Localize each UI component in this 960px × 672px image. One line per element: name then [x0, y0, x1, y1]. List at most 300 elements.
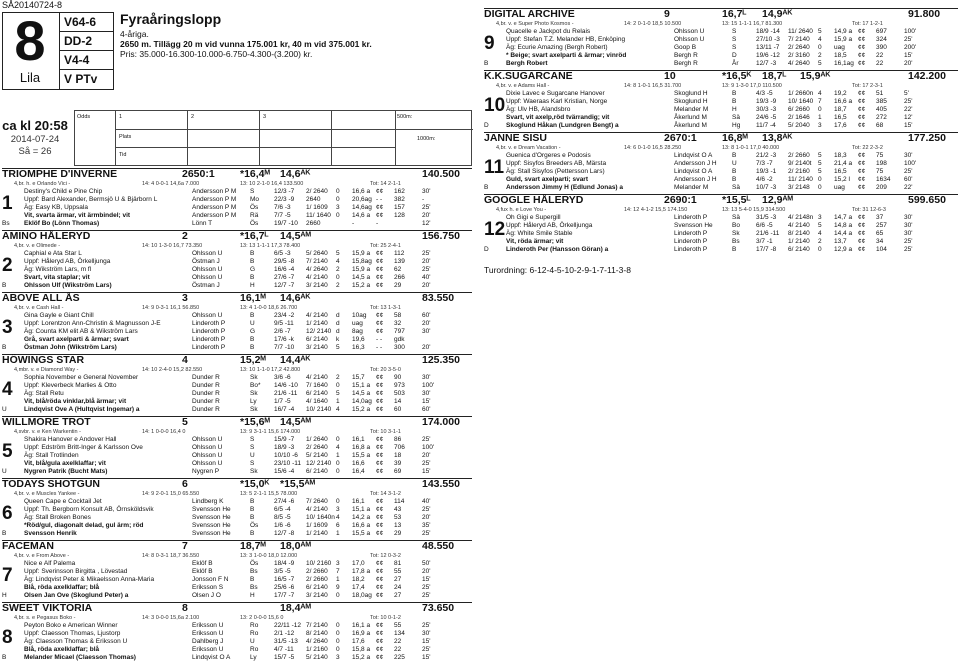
year-2013-stats: 13: 10 1-1-0 17,2 42.800 — [240, 367, 301, 374]
start-c6: 1 — [336, 576, 340, 584]
start-c5: 1/ 2140 — [306, 530, 328, 538]
start-c5: 4/ 2140 — [306, 312, 328, 320]
start-row — [484, 122, 958, 130]
start-c8: - - — [376, 344, 383, 352]
start-c1: Äg: Stall Retu — [24, 390, 64, 398]
start-c8: ¢¢ — [376, 460, 384, 468]
start-c10: 20' — [422, 514, 431, 522]
start-c5: 5/ 2140 — [306, 452, 328, 460]
start-c8: ¢¢ — [376, 444, 384, 452]
start-c2: Dahlberg J — [192, 638, 224, 646]
start-c8: ¢¢ — [376, 436, 384, 444]
start-c2: Ohlsson U — [674, 28, 705, 36]
start-rows — [484, 152, 958, 192]
start-c6: k — [336, 336, 340, 344]
record-time: *15,0ᴷ — [240, 478, 270, 491]
start-c8: ¢¢ — [376, 568, 384, 576]
start-c3: U — [250, 320, 255, 328]
start-c8: ¢¢ — [376, 282, 384, 290]
year-2014-stats: 14: 1 0-0-0 16,4 0 — [142, 429, 186, 436]
start-c10: 22' — [904, 106, 913, 114]
start-c5: 1/ 2140 — [788, 238, 810, 246]
start-c2: Bergh R — [674, 52, 698, 60]
start-c1: Vit, röda ärmar; vit — [506, 238, 564, 246]
start-c3: Ös — [250, 560, 259, 568]
start-c9: 81 — [394, 560, 402, 568]
start-c7: 15,8 a — [352, 646, 371, 654]
start-c1: Peyton Boko e American Winner — [24, 622, 118, 630]
record-time-auto: 14,5ᴬᴹ — [280, 416, 311, 429]
start-c8: ¢¢ — [376, 374, 384, 382]
earnings: 143.550 — [422, 478, 460, 491]
start-row — [484, 60, 958, 68]
start-c10: 60' — [904, 176, 913, 184]
start-rows — [2, 560, 472, 600]
start-c6: 3 — [336, 560, 340, 568]
start-c6: 0 — [818, 184, 822, 192]
start-c6: d — [336, 312, 340, 320]
start-row — [484, 152, 958, 160]
start-c6: 4 — [818, 36, 822, 44]
start-c9: 706 — [394, 444, 405, 452]
start-c10: 12' — [422, 220, 431, 228]
start-c5: 11/ 2140 — [788, 176, 813, 184]
pedigree-line — [2, 242, 472, 250]
start-c9: 257 — [876, 222, 887, 230]
start-c8: ¢¢ — [858, 168, 866, 176]
start-details — [0, 134, 70, 158]
start-c10: 30' — [422, 630, 431, 638]
start-c7: 15,8ag — [352, 258, 372, 266]
start-c3: Sk — [250, 390, 258, 398]
start-c9: gdk — [394, 336, 405, 344]
start-c1: Äg: Claesson Thomas & Eriksson U — [24, 638, 128, 646]
start-c7: 17,6 — [834, 122, 847, 130]
start-c7: 13,7 — [834, 238, 847, 246]
start-c3: S — [732, 28, 737, 36]
start-rows — [2, 312, 472, 352]
start-c4: 19/3 -1 — [756, 168, 777, 176]
start-c5: 6/ 2140 — [788, 246, 810, 254]
start-c7: 18,2 — [352, 576, 365, 584]
start-c7: 16,5 — [834, 114, 847, 122]
result-box — [74, 110, 472, 166]
start-c3: Mo — [250, 196, 260, 204]
start-c4: 7/6 -3 — [274, 204, 291, 212]
start-c5: 6/ 2140 — [306, 468, 328, 476]
earnings: 48.550 — [422, 540, 455, 553]
start-c1: Eklöf Bo (Lönn Thomas) — [24, 220, 100, 228]
total-stats: Tot: 22 2-3-2 — [852, 145, 883, 152]
start-c4: 16/7 -4 — [274, 406, 295, 414]
pedigree: 4,br. v. e From Above - — [14, 553, 70, 560]
start-c3: G — [250, 266, 256, 274]
horse-name: ABOVE ALL ÅS — [2, 292, 80, 305]
start-c3: Ly — [250, 398, 257, 406]
start-c3: H — [250, 592, 255, 600]
start-c1: Östman John (Wikström Lars) — [24, 344, 117, 352]
start-c3: B — [250, 576, 255, 584]
start-row — [484, 246, 958, 254]
start-c4: 2/6 -7 — [274, 328, 291, 336]
start-c8: ¢¢ — [858, 222, 866, 230]
start-c6: 5 — [818, 168, 822, 176]
start-c1: Uppf: Waeraas Karl Kristian, Norge — [506, 98, 608, 106]
horse-header — [484, 71, 958, 82]
start-c6: 0 — [818, 246, 822, 254]
start-row — [2, 266, 472, 274]
start-c1: Äg: Ecurie Amazing (Bergh Robert) — [506, 44, 608, 52]
start-c7: 18,7 — [834, 106, 847, 114]
start-c8: ¢¢ — [858, 52, 866, 60]
start-rows — [484, 28, 958, 68]
start-c5: 1/ 2640 — [306, 436, 328, 444]
start-c8: ¢¢ — [858, 60, 866, 68]
year-2013-stats: 13: 5 2-1-1 15,5 78.000 — [240, 491, 298, 498]
start-c10: 50' — [422, 560, 431, 568]
start-c4: 18/9 -3 — [274, 444, 295, 452]
start-c10: - — [422, 196, 425, 204]
start-c7: 17,8 a — [352, 568, 371, 576]
record-distance: 6 — [182, 478, 188, 491]
start-c3: Rä — [250, 212, 259, 220]
start-c5: 5/ 2040 — [788, 122, 810, 130]
pedigree: 4,br. v. e Super Photo Kosmos - — [496, 21, 574, 28]
record-distance: 4 — [182, 354, 188, 367]
start-c3: Sä — [732, 184, 740, 192]
start-c5: 1/ 2660n — [788, 90, 814, 98]
start-c8: ¢¢ — [376, 188, 384, 196]
start-c9: 112 — [394, 250, 405, 258]
start-c2: Åkerlund M — [674, 122, 707, 130]
start-c9: 22 — [394, 646, 402, 654]
start-c3: Bs — [732, 238, 740, 246]
start-c10: 25' — [422, 460, 431, 468]
start-c6: 4 — [818, 230, 822, 238]
start-c10: 30' — [422, 328, 431, 336]
start-c10: 15' — [422, 654, 431, 662]
start-c3: D — [732, 52, 737, 60]
start-c5: 5/ 2140 — [306, 654, 328, 662]
earnings: 125.350 — [422, 354, 460, 367]
horse-header — [2, 355, 472, 366]
pedigree-line — [2, 304, 472, 312]
start-c5: 2/ 2660 — [788, 152, 810, 160]
record-time-auto: 14,4ᴬᴷ — [280, 354, 311, 367]
start-c8: ¢¢ — [376, 468, 384, 476]
place-3: 3 — [263, 114, 267, 120]
start-rows — [484, 214, 958, 254]
start-c0: B — [484, 184, 489, 192]
time-500m: 500m: — [397, 114, 413, 120]
start-c8: ¢¢ — [376, 560, 384, 568]
start-c6: 0 — [336, 274, 340, 282]
start-c3: Ös — [250, 220, 259, 228]
start-c5: 4/ 2140 — [306, 274, 328, 282]
record-time: *15,5ᴸ — [722, 194, 751, 207]
record-time-auto: 14,6ᴬᴷ — [280, 292, 311, 305]
start-c0: B — [2, 530, 7, 538]
start-c9: 39 — [394, 460, 402, 468]
record-distance: 10 — [664, 70, 676, 83]
start-c10: 25' — [422, 584, 431, 592]
start-c6: 2 — [336, 266, 340, 274]
start-c9: 75 — [876, 168, 884, 176]
start-row — [484, 90, 958, 98]
start-c6: 0 — [336, 460, 340, 468]
start-c1: Skoglund Håkan (Lundgren Bengt) a — [506, 122, 619, 130]
start-c3: B — [250, 336, 255, 344]
start-c9: 18 — [394, 452, 402, 460]
start-c3: Hg — [732, 122, 741, 130]
start-c7: 16,6 a — [352, 188, 371, 196]
start-c2: Dunder R — [192, 382, 220, 390]
start-row — [2, 560, 472, 568]
start-c1: Destiny's Child e Pine Chip — [24, 188, 103, 196]
start-c10: 25' — [422, 592, 431, 600]
start-c8: ¢¢ — [376, 258, 384, 266]
start-c7: 16,5 — [834, 168, 847, 176]
start-c4: 1/6 -6 — [274, 522, 291, 530]
total-stats: Tot: 10 0-1-2 — [370, 615, 401, 622]
start-c1: Olsen Jan Ove (Skoglund Peter) a — [24, 592, 129, 600]
start-c6: 1 — [336, 452, 340, 460]
start-number: 7 — [2, 565, 13, 587]
start-row — [2, 220, 472, 228]
start-c6: 0 — [336, 592, 340, 600]
start-row — [484, 52, 958, 60]
start-c6: d — [336, 328, 340, 336]
start-c10: 30' — [904, 230, 913, 238]
record-time-auto: 18,4ᴬᴹ — [280, 602, 311, 615]
start-c3: B — [250, 530, 255, 538]
pedigree-line — [484, 82, 958, 90]
pedigree: 4,br. v. e Adams Hall - — [496, 83, 550, 90]
start-c5: 10/ 1640n — [306, 514, 335, 522]
start-c0: B — [2, 654, 7, 662]
total-stats: Tot: 17 2-3-1 — [852, 83, 883, 90]
start-c2: Eklöf B — [192, 568, 213, 576]
pedigree: 4,mbr. v. e Diamond Way - — [14, 367, 79, 374]
start-c5: 4/ 2140 — [306, 506, 328, 514]
start-c10: 15' — [422, 638, 431, 646]
race-info-line: 4-åriga. — [120, 29, 149, 39]
total-stats: Tot: 25 2-4-1 — [370, 243, 401, 250]
start-c8: ¢¢ — [376, 266, 384, 274]
start-c1: Uppf: Håleryd AB, Örkelljunga — [506, 222, 593, 230]
start-c9: 90 — [394, 374, 402, 382]
start-c0: U — [2, 406, 7, 414]
start-c4: 18/9 -14 — [756, 28, 780, 36]
start-c10: 20' — [422, 320, 431, 328]
start-c9: 86 — [394, 436, 402, 444]
record-time: 18,7ᴹ — [240, 540, 266, 553]
bet-type: V64-6 — [60, 13, 113, 32]
start-c7: 14,4 a — [834, 230, 853, 238]
start-c9: 55 — [394, 568, 402, 576]
start-c3: B — [250, 274, 255, 282]
start-c9: 24 — [394, 584, 402, 592]
start-c2: Svensson He — [674, 222, 713, 230]
start-c7: 14,5 a — [352, 390, 371, 398]
start-c6: 0 — [336, 630, 340, 638]
start-c6: 0 — [336, 382, 340, 390]
start-c10: 30' — [422, 390, 431, 398]
total-stats: Tot: 20 3-5-0 — [370, 367, 401, 374]
record-time: 15,2ᴹ — [240, 354, 266, 367]
start-c3: B — [732, 90, 737, 98]
start-time: ca kl 20:58 — [2, 118, 68, 133]
earnings: 174.000 — [422, 416, 460, 429]
start-c0: B — [2, 344, 7, 352]
start-c8: ¢¢ — [858, 152, 866, 160]
start-c5: 7/ 2640 — [306, 498, 328, 506]
start-c9: 134 — [394, 630, 405, 638]
start-c7: 15,9 a — [352, 250, 371, 258]
race-date: 2014-07-24 — [10, 134, 60, 145]
start-c9: 51 — [876, 90, 884, 98]
start-c1: Vit, svarta ärmar, vit ärmbindel; vit — [24, 212, 131, 220]
record-time: *16,4ᴹ — [240, 168, 270, 181]
start-c6: 0 — [336, 622, 340, 630]
start-c4: 31/5 -13 — [274, 638, 298, 646]
start-c4: 12/3 -7 — [274, 188, 295, 196]
horse-header — [2, 541, 472, 552]
start-row — [2, 344, 472, 352]
start-c3: Bs — [250, 584, 258, 592]
start-c9: 27 — [394, 576, 402, 584]
horse-entry — [2, 230, 472, 290]
start-c7: 17,6 — [352, 638, 365, 646]
start-c4: 17/7 -7 — [274, 592, 295, 600]
year-2013-stats: 13: 8 1-0-1 17,0 40.000 — [722, 145, 780, 152]
start-c5: 2/ 1646 — [788, 114, 810, 122]
start-c3: År — [732, 60, 739, 68]
pedigree: 4,br. h. e Orlando Vici - — [14, 181, 71, 188]
start-c9: 13 — [394, 522, 402, 530]
start-c5: 10/ 2140 — [306, 406, 332, 414]
start-c4: 3/6 -6 — [274, 374, 291, 382]
start-c5: 2/ 2640 — [306, 444, 328, 452]
start-c5: 7/ 2140 — [306, 258, 328, 266]
start-c5: 6/ 2140 — [306, 390, 328, 398]
start-c8: ¢¢ — [858, 90, 866, 98]
start-c0: B — [484, 60, 489, 68]
start-c7: 15,9 a — [834, 36, 853, 44]
start-c6: 0 — [336, 196, 340, 204]
start-c2: Andersson P M — [192, 212, 237, 220]
start-c6: 2 — [818, 52, 822, 60]
start-c9: 266 — [394, 274, 405, 282]
start-c4: 15/6 -4 — [274, 468, 295, 476]
start-c6: 4 — [336, 258, 340, 266]
start-number: 9 — [484, 33, 495, 55]
start-c2: Dunder R — [192, 406, 220, 414]
start-c3: G — [250, 328, 256, 336]
start-c10: 15' — [904, 122, 913, 130]
start-rows — [484, 90, 958, 130]
start-c2: Linderoth P — [674, 214, 708, 222]
start-c1: Dixie Lavec e Sugarcane Hanover — [506, 90, 605, 98]
start-c7: 16,6 a — [352, 522, 371, 530]
start-c1: Blå, röda axelklaffar; blå — [24, 646, 100, 654]
start-row — [2, 374, 472, 382]
start-c10: 15' — [422, 576, 431, 584]
start-c3: S — [250, 460, 255, 468]
start-c3: B — [250, 250, 255, 258]
start-c2: Linderoth P — [674, 230, 708, 238]
start-c9: 14 — [394, 398, 402, 406]
start-c9: 22 — [394, 638, 402, 646]
start-c3: S — [250, 444, 255, 452]
tid-label: Tid — [119, 152, 127, 158]
start-c9: 797 — [394, 328, 405, 336]
earnings: 73.650 — [422, 602, 455, 615]
start-c5: 4/ 2140 — [788, 222, 810, 230]
start-c7: 16,1 — [352, 436, 365, 444]
start-c9: 75 — [876, 152, 884, 160]
start-c4: 7/7 -10 — [274, 344, 295, 352]
start-c7: 14,0ag — [352, 398, 372, 406]
start-rows — [2, 188, 472, 228]
record-distance: 5 — [182, 416, 188, 429]
start-c3: S — [732, 36, 737, 44]
start-c6: 1 — [336, 398, 340, 406]
start-c2: Ohlsson U — [192, 452, 223, 460]
start-row — [2, 188, 472, 196]
start-c6: 0 — [336, 212, 340, 220]
start-c9: 55 — [394, 622, 402, 630]
pedigree-line — [2, 428, 472, 436]
start-rows — [2, 436, 472, 476]
start-c5: 11/ 1640 — [306, 212, 331, 220]
start-c6: 5 — [818, 222, 822, 230]
start-c5: 2/ 2660 — [306, 568, 328, 576]
start-c8: ¢¢ — [376, 320, 384, 328]
start-c1: Nice e Alf Palema — [24, 560, 76, 568]
start-c7: 14,6 a — [352, 212, 371, 220]
horse-name: HÖWINGS STAR — [2, 354, 85, 367]
start-c1: Vit, blå/röda vinklar,blå ärmar; vit — [24, 398, 127, 406]
start-c8: ¢¢ — [376, 592, 384, 600]
start-c10: 25' — [422, 530, 431, 538]
start-c10: 35' — [422, 522, 431, 530]
start-c7: 17,4 — [352, 584, 365, 592]
start-c4: 16/6 -4 — [274, 266, 295, 274]
start-c3: B — [732, 246, 737, 254]
start-c5: 7/ 1640 — [306, 382, 328, 390]
start-c1: Uppf: Bard Alexander, Bermsjö U & Bjärborn L — [24, 196, 158, 204]
start-c7: uag — [834, 184, 845, 192]
start-c4: 17/7 -8 — [756, 246, 777, 254]
horse-entry — [484, 194, 958, 254]
race-info-line: Pris: 35.000-16.300-10.000-6.750-4.300-(3.200) kr. — [120, 49, 313, 59]
record-time-auto: 13,8ᴬᴷ — [762, 132, 793, 145]
start-c0: D — [484, 122, 489, 130]
start-row — [2, 204, 472, 212]
start-c1: Uppf: Claesson Thomas, Ljustorp — [24, 630, 121, 638]
start-c7: 18,3 — [834, 152, 847, 160]
document-id: SÅ20140724-8 — [2, 0, 63, 10]
start-c6: d — [336, 320, 340, 328]
start-c10: 25' — [904, 238, 913, 246]
start-c2: Ohlsson U — [192, 312, 223, 320]
start-c6: 0 — [818, 44, 822, 52]
start-c2: Skoglund H — [674, 90, 708, 98]
start-c10: 25' — [422, 204, 431, 212]
record-distance: 7 — [182, 540, 188, 553]
start-c3: Ro — [250, 646, 259, 654]
